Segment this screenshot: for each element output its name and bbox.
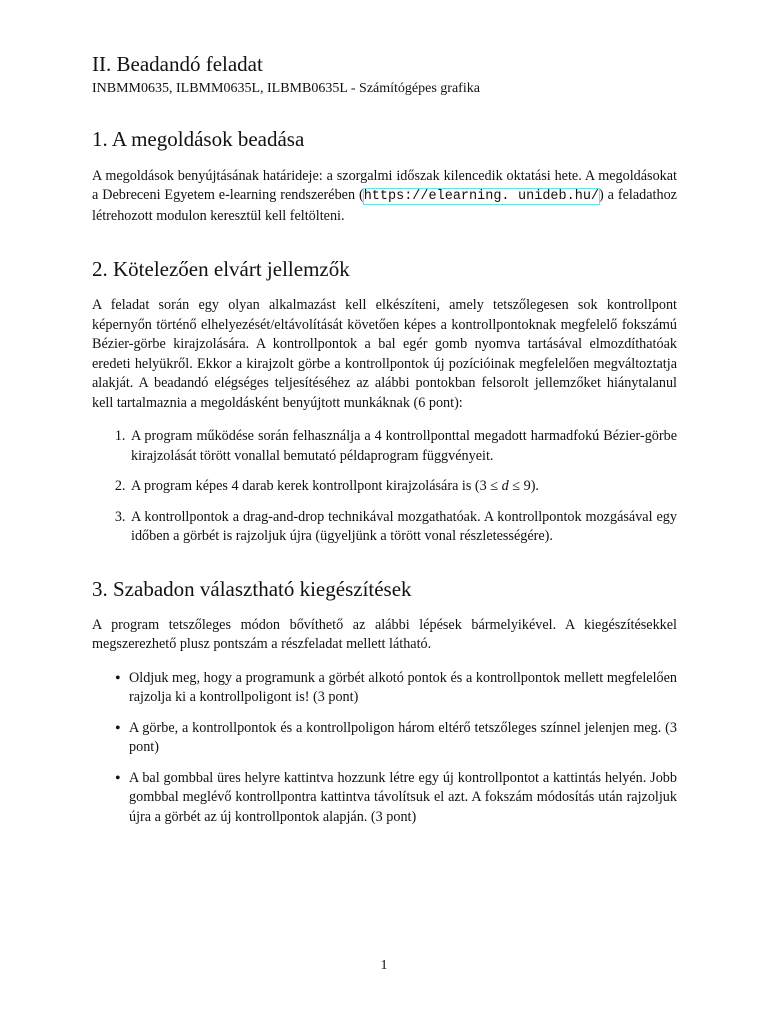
section-1-paragraph: A megoldások benyújtásának határideje: a szorgalmi időszak kilencedik oktatási hete. A megoldásokat a Debreceni Egyetem e-learning rendszerében (https://elearning. unideb.hu/) a feladathoz létrehozott modulon keresztül kell feltölteni. [92, 167, 677, 224]
document-page [92, 52, 677, 838]
requirements-list [92, 427, 677, 547]
list-item: • A bal gombbal üres helyre kattintva hozzunk létre egy új kontrollpontot a kattintás helyén. Jobb gombbal meglévő kontrollpontra kattintva távolítsuk el azt. A fokszám módosítás után rajzoljuk újra a görbét az új kontrollpontok alapján. (3 pont) [129, 769, 677, 828]
document-title: II. Beadandó feladat [92, 52, 263, 76]
section-3-heading: 3. Szabadon választható kiegészítések [92, 576, 412, 601]
list-item: • Oldjuk meg, hogy a programunk a görbét alkotó pontok és a kontrollpontok mellett megfelelően rajzolja ki a kontrollpoligont is! (3 pont) [129, 669, 677, 708]
page-number: 1 [380, 958, 388, 973]
list-item: 1. A program működése során felhasználja a 4 kontrollponttal megadott harmadfokú Bézier-görbe kirajzolását törött vonallal bemutató példaprogram függvényeit. [129, 427, 677, 466]
section-2-paragraph: A feladat során egy olyan alkalmazást kell elkészíteni, amely tetszőlegesen sok kontrollpont képernyőn történő elhelyezését/eltávolítását követően képes a kontrollpontoknak megfelelő fokszámú Bézier-görbe kirajzolására. A kontrollpontok a bal egér gomb nyomva tartásával elmozdíthatóak eredeti helyükről. Ekkor a kirajzolt görbe a kontrollpontok új pozícióinak megfelelően megváltoztatja alakját. A beadandó elégséges teljesítéséhez az alábbi pontokban felsorolt jellemzőket hiánytalanul kell tartalmaznia a megoldásként benyújtott munkáknak (6 pont): [92, 297, 677, 411]
elearning-link[interactable]: https://elearning. unideb.hu/ [363, 189, 600, 205]
section-3-paragraph: A program tetszőleges módon bővíthető az alábbi lépések bármelyikével. A kiegészítésekkel megszerezhető plusz pontszám a részfeladat mellett látható. [92, 616, 677, 653]
extras-list [92, 669, 677, 828]
section-1-heading: 1. A megoldások beadása [92, 127, 305, 152]
list-item: • A görbe, a kontrollpontok és a kontrollpoligon három eltérő tetszőleges színnel jelenjen meg. (3 pont) [129, 719, 677, 758]
course-codes: INBMM0635, ILBMM0635L, ILBMB0635L - Számítógépes grafika [92, 81, 480, 97]
section-2-heading: 2. Kötelezően elvárt jellemzők [92, 257, 350, 282]
list-item: 3. A kontrollpontok a drag-and-drop technikával mozgathatóak. A kontrollpontok mozgásával egy időben a görbét is rajzoljuk újra (ügyeljünk a törött vonal részletességére). [129, 508, 677, 547]
list-item: 2. A program képes 4 darab kerek kontrollpont kirajzolására is (3 ≤ d ≤ 9). [129, 477, 677, 497]
